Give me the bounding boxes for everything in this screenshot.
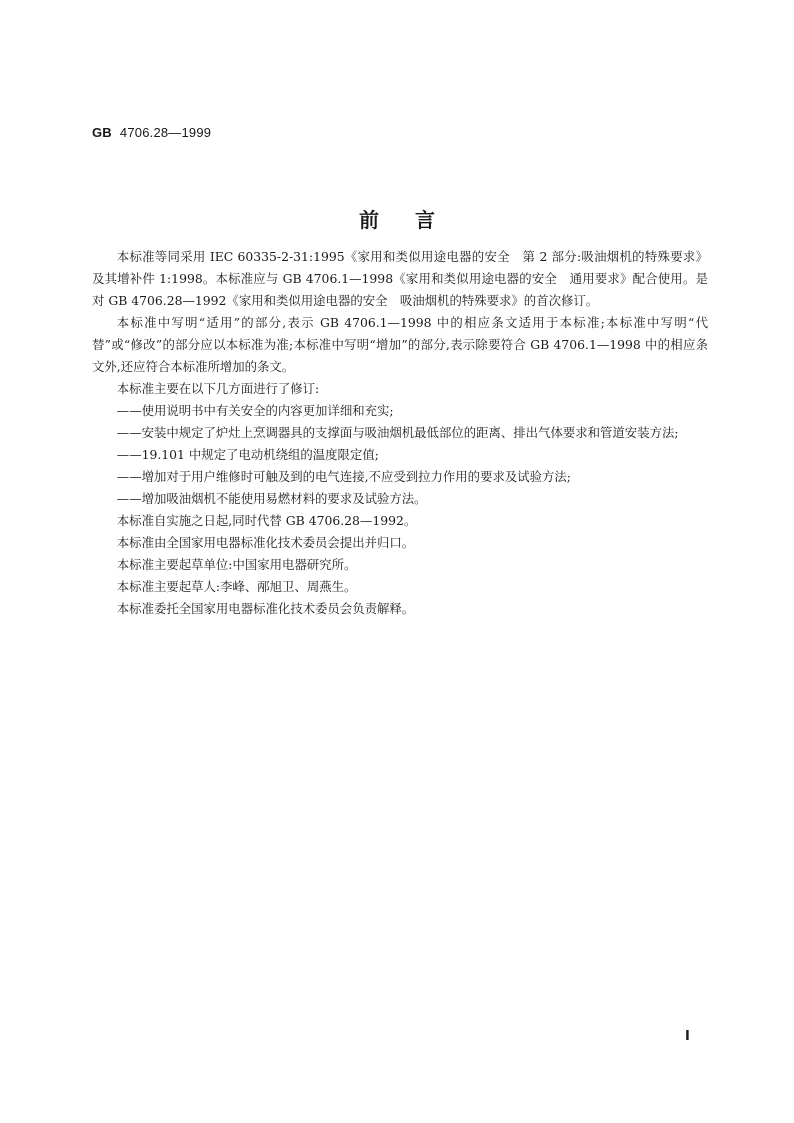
paragraph-drafting-unit: 本标准主要起草单位:中国家用电器研究所。 <box>116 557 357 572</box>
paragraph-replacement: 本标准自实施之日起,同时代替 GB 4706.28—1992。 <box>116 513 417 528</box>
standard-prefix: GB <box>92 125 112 140</box>
preface-body <box>92 246 708 620</box>
paragraph-proposer: 本标准由全国家用电器标准化技术委员会提出并归口。 <box>116 535 415 550</box>
revision-item-motor-temperature: ——19.101 中规定了电动机绕组的温度限定值; <box>116 447 379 462</box>
standard-number: 4706.28—1999 <box>119 125 212 140</box>
paragraph-revision-intro: 本标准主要在以下几方面进行了修订: <box>116 381 320 396</box>
revision-item-flammable-materials: ——增加吸油烟机不能使用易燃材料的要求及试验方法。 <box>116 491 427 506</box>
paragraph-adoption: 本标准等同采用 IEC 60335-2-31:1995《家用和类似用途电器的安全 第 2 部分:吸油烟机的特殊要求》及其增补件 1:1998。本标准应与 GB 4706.1—1998《家用和类似用途电器的安全 通用要求》配合使用。是对 GB 4706.28—1992《家用和类似用途电器的安全 吸油烟机的特殊要求》的首次修订。 <box>92 249 708 308</box>
revision-item-instructions: ——使用说明书中有关安全的内容更加详细和充实; <box>116 403 394 418</box>
paragraph-interpretation: 本标准委托全国家用电器标准化技术委员会负责解释。 <box>116 601 415 616</box>
page-title: 前言 <box>359 208 471 232</box>
paragraph-terminology: 本标准中写明“适用”的部分,表示 GB 4706.1—1998 中的相应条文适用于本标准;本标准中写明“代替”或“修改”的部分应以本标准为准;本标准中写明“增加”的部分,表示除要符合 GB 4706.1—1998 中的相应条文外,还应符合本标准所增加的条文。 <box>92 315 708 374</box>
revision-item-installation: ——安装中规定了炉灶上烹调器具的支撑面与吸油烟机最低部位的距离、排出气体要求和管道安装方法; <box>116 425 679 440</box>
document-code-header <box>92 125 211 140</box>
paragraph-drafters: 本标准主要起草人:李峰、邴旭卫、周燕生。 <box>116 579 357 594</box>
revision-item-electrical-connection: ——增加对于用户维修时可触及到的电气连接,不应受到拉力作用的要求及试验方法; <box>116 469 571 484</box>
page-number: Ⅰ <box>685 1028 690 1043</box>
